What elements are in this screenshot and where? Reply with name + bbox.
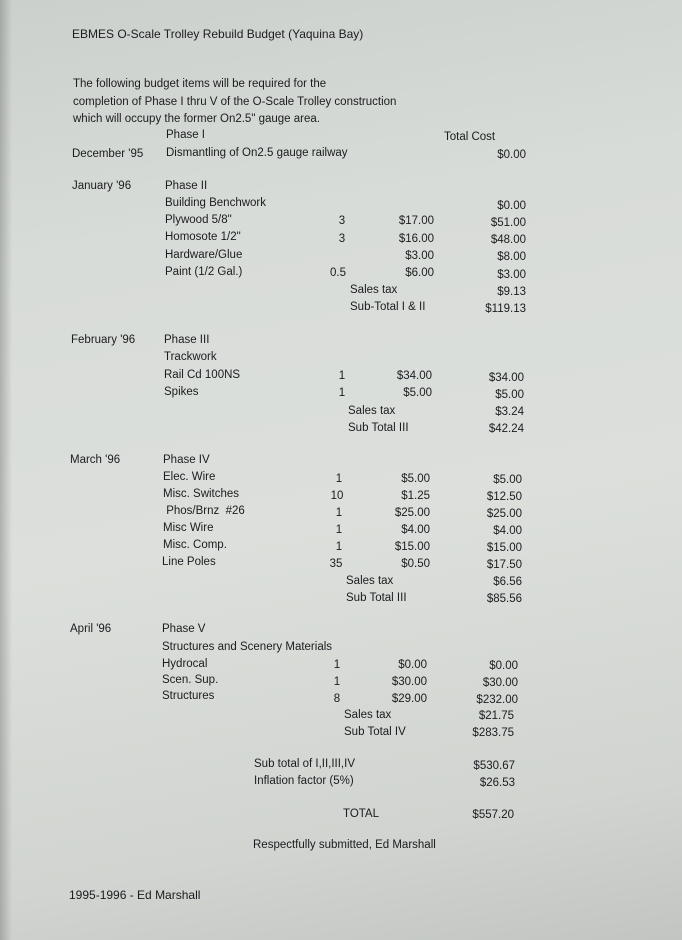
phase-4-item-price: $25.00 [394, 507, 430, 519]
phase-3-tax-label: Sales tax [348, 405, 396, 417]
phase-5-item-price: $0.00 [398, 659, 427, 671]
phase-2-date: January '96 [72, 180, 132, 192]
phase-2-item-cost: $51.00 [490, 217, 526, 229]
phase-2-heading-cost: $0.00 [497, 200, 526, 212]
phase-5-label: Phase V [162, 623, 206, 635]
phase-2-item-price: $6.00 [405, 267, 434, 279]
grand-subtotal-label: Sub total of I,II,III,IV [254, 758, 355, 770]
phase-3-heading: Trackwork [164, 351, 217, 363]
phase-4-item-cost: $15.00 [486, 542, 522, 554]
inflation-amount: $26.53 [479, 777, 515, 789]
intro-line-1: The following budget items will be required for the [73, 78, 327, 90]
phase-2-item-qty: 3 [338, 215, 346, 227]
phase-4-item-qty: 35 [329, 558, 343, 570]
phase-2-tax-label: Sales tax [350, 284, 398, 296]
phase-4-item-cost: $5.00 [493, 474, 522, 486]
phase-2-item-price: $16.00 [398, 233, 434, 245]
phase-2-heading: Building Benchwork [165, 197, 267, 209]
phase-1-date: December '95 [72, 148, 144, 160]
phase-4-item-price: $0.50 [401, 558, 430, 570]
phase-5-item-qty: 8 [333, 693, 341, 705]
phase-4-item-qty: 1 [335, 507, 343, 519]
phase-5-item-cost: $232.00 [476, 694, 518, 706]
phase-4-item-name: Line Poles [162, 556, 216, 568]
total-cost-header: Total Cost [444, 131, 496, 143]
phase-4-item-cost: $17.50 [486, 559, 522, 571]
phase-1-cost: $0.00 [497, 149, 526, 161]
phase-3-item-cost: $5.00 [495, 389, 524, 401]
phase-4-subtotal-label: Sub Total III [346, 592, 407, 604]
phase-5-item-name: Structures [162, 690, 215, 702]
phase-2-item-qty: 3 [338, 233, 346, 245]
phase-4-item-qty: 1 [335, 541, 343, 553]
phase-4-item-price: $4.00 [401, 524, 430, 536]
phase-4-item-cost: $12.50 [486, 491, 522, 503]
phase-5-item-qty: 1 [333, 676, 341, 688]
grand-subtotal: $530.67 [473, 760, 515, 772]
phase-4-tax-label: Sales tax [346, 575, 394, 587]
phase-2-item-name: Plywood 5/8" [165, 214, 232, 226]
phase-2-item-price: $17.00 [398, 215, 434, 227]
intro-line-3: which will occupy the former On2.5" gauge area. [73, 113, 320, 125]
phase-5-subtotal: $283.75 [472, 727, 514, 739]
phase-5-tax-label: Sales tax [344, 709, 392, 721]
total-amount: $557.20 [472, 809, 514, 821]
phase-3-subtotal-label: Sub Total III [348, 422, 409, 434]
phase-4-item-cost: $25.00 [486, 508, 522, 520]
phase-4-item-price: $15.00 [394, 541, 430, 553]
phase-3-item-qty: 1 [338, 387, 346, 399]
phase-2-item-name: Hardware/Glue [165, 249, 243, 261]
phase-5-heading: Structures and Scenery Materials [162, 641, 333, 653]
phase-1-description: Dismantling of On2.5 gauge railway [166, 147, 348, 159]
phase-2-item-cost: $8.00 [497, 251, 526, 263]
paper-shadow-edge [0, 0, 12, 940]
phase-4-label: Phase IV [163, 454, 210, 466]
phase-5-item-cost: $0.00 [489, 660, 518, 672]
phase-3-item-price: $5.00 [403, 387, 432, 399]
phase-3-item-qty: 1 [338, 370, 346, 382]
footer-credit: 1995-1996 - Ed Marshall [69, 888, 201, 902]
phase-4-item-name: Elec. Wire [163, 471, 216, 483]
phase-4-item-qty: 10 [330, 490, 344, 502]
phase-4-tax: $6.56 [493, 576, 522, 588]
phase-4-item-cost: $4.00 [493, 525, 522, 537]
intro-line-2: completion of Phase I thru V of the O-Scale Trolley construction [73, 96, 397, 108]
phase-2-subtotal: $119.13 [485, 303, 526, 315]
phase-2-item-qty: 0.5 [330, 267, 346, 279]
phase-5-item-price: $29.00 [391, 693, 427, 705]
phase-3-item-name: Spikes [164, 386, 199, 398]
phase-3-date: February '96 [71, 334, 136, 346]
total-label: TOTAL [343, 808, 379, 820]
phase-3-item-cost: $34.00 [488, 372, 524, 384]
phase-4-item-price: $5.00 [401, 473, 430, 485]
phase-5-item-name: Hydrocal [162, 658, 208, 670]
phase-5-item-name: Scen. Sup. [162, 674, 219, 686]
phase-4-item-qty: 1 [335, 524, 343, 536]
phase-4-subtotal: $85.56 [486, 593, 522, 605]
phase-4-item-price: $1.25 [401, 490, 430, 502]
phase-4-item-name: Phos/Brnz #26 [163, 505, 245, 517]
phase-1-label: Phase I [166, 129, 205, 141]
phase-3-label: Phase III [164, 334, 210, 346]
phase-5-date: April '96 [70, 623, 112, 635]
phase-2-tax: $9.13 [497, 286, 526, 298]
phase-2-label: Phase II [165, 180, 208, 192]
phase-2-subtotal-label: Sub-Total I & II [350, 301, 426, 313]
phase-3-item-name: Rail Cd 100NS [164, 369, 241, 381]
phase-2-item-cost: $48.00 [490, 234, 526, 246]
phase-2-item-name: Paint (1/2 Gal.) [165, 266, 243, 278]
phase-2-item-price: $3.00 [405, 250, 434, 262]
phase-4-date: March '96 [70, 454, 121, 466]
phase-4-item-name: Misc Wire [163, 522, 214, 534]
document-title: EBMES O-Scale Trolley Rebuild Budget (Yaquina Bay) [72, 27, 364, 41]
phase-3-tax: $3.24 [495, 406, 524, 418]
phase-5-subtotal-label: Sub Total IV [344, 726, 406, 738]
phase-4-item-name: Misc. Switches [163, 488, 240, 500]
phase-5-item-cost: $30.00 [482, 677, 518, 689]
phase-3-subtotal: $42.24 [488, 423, 524, 435]
phase-5-item-qty: 1 [333, 659, 341, 671]
signature-line: Respectfully submitted, Ed Marshall [253, 839, 436, 851]
phase-2-item-name: Homosote 1/2" [165, 231, 241, 243]
phase-5-item-price: $30.00 [391, 676, 427, 688]
phase-5-tax: $21.75 [478, 710, 514, 722]
phase-3-item-price: $34.00 [396, 370, 432, 382]
inflation-label: Inflation factor (5%) [254, 775, 354, 787]
phase-4-item-name: Misc. Comp. [163, 539, 227, 551]
phase-2-item-cost: $3.00 [497, 269, 526, 281]
phase-4-item-qty: 1 [335, 473, 343, 485]
